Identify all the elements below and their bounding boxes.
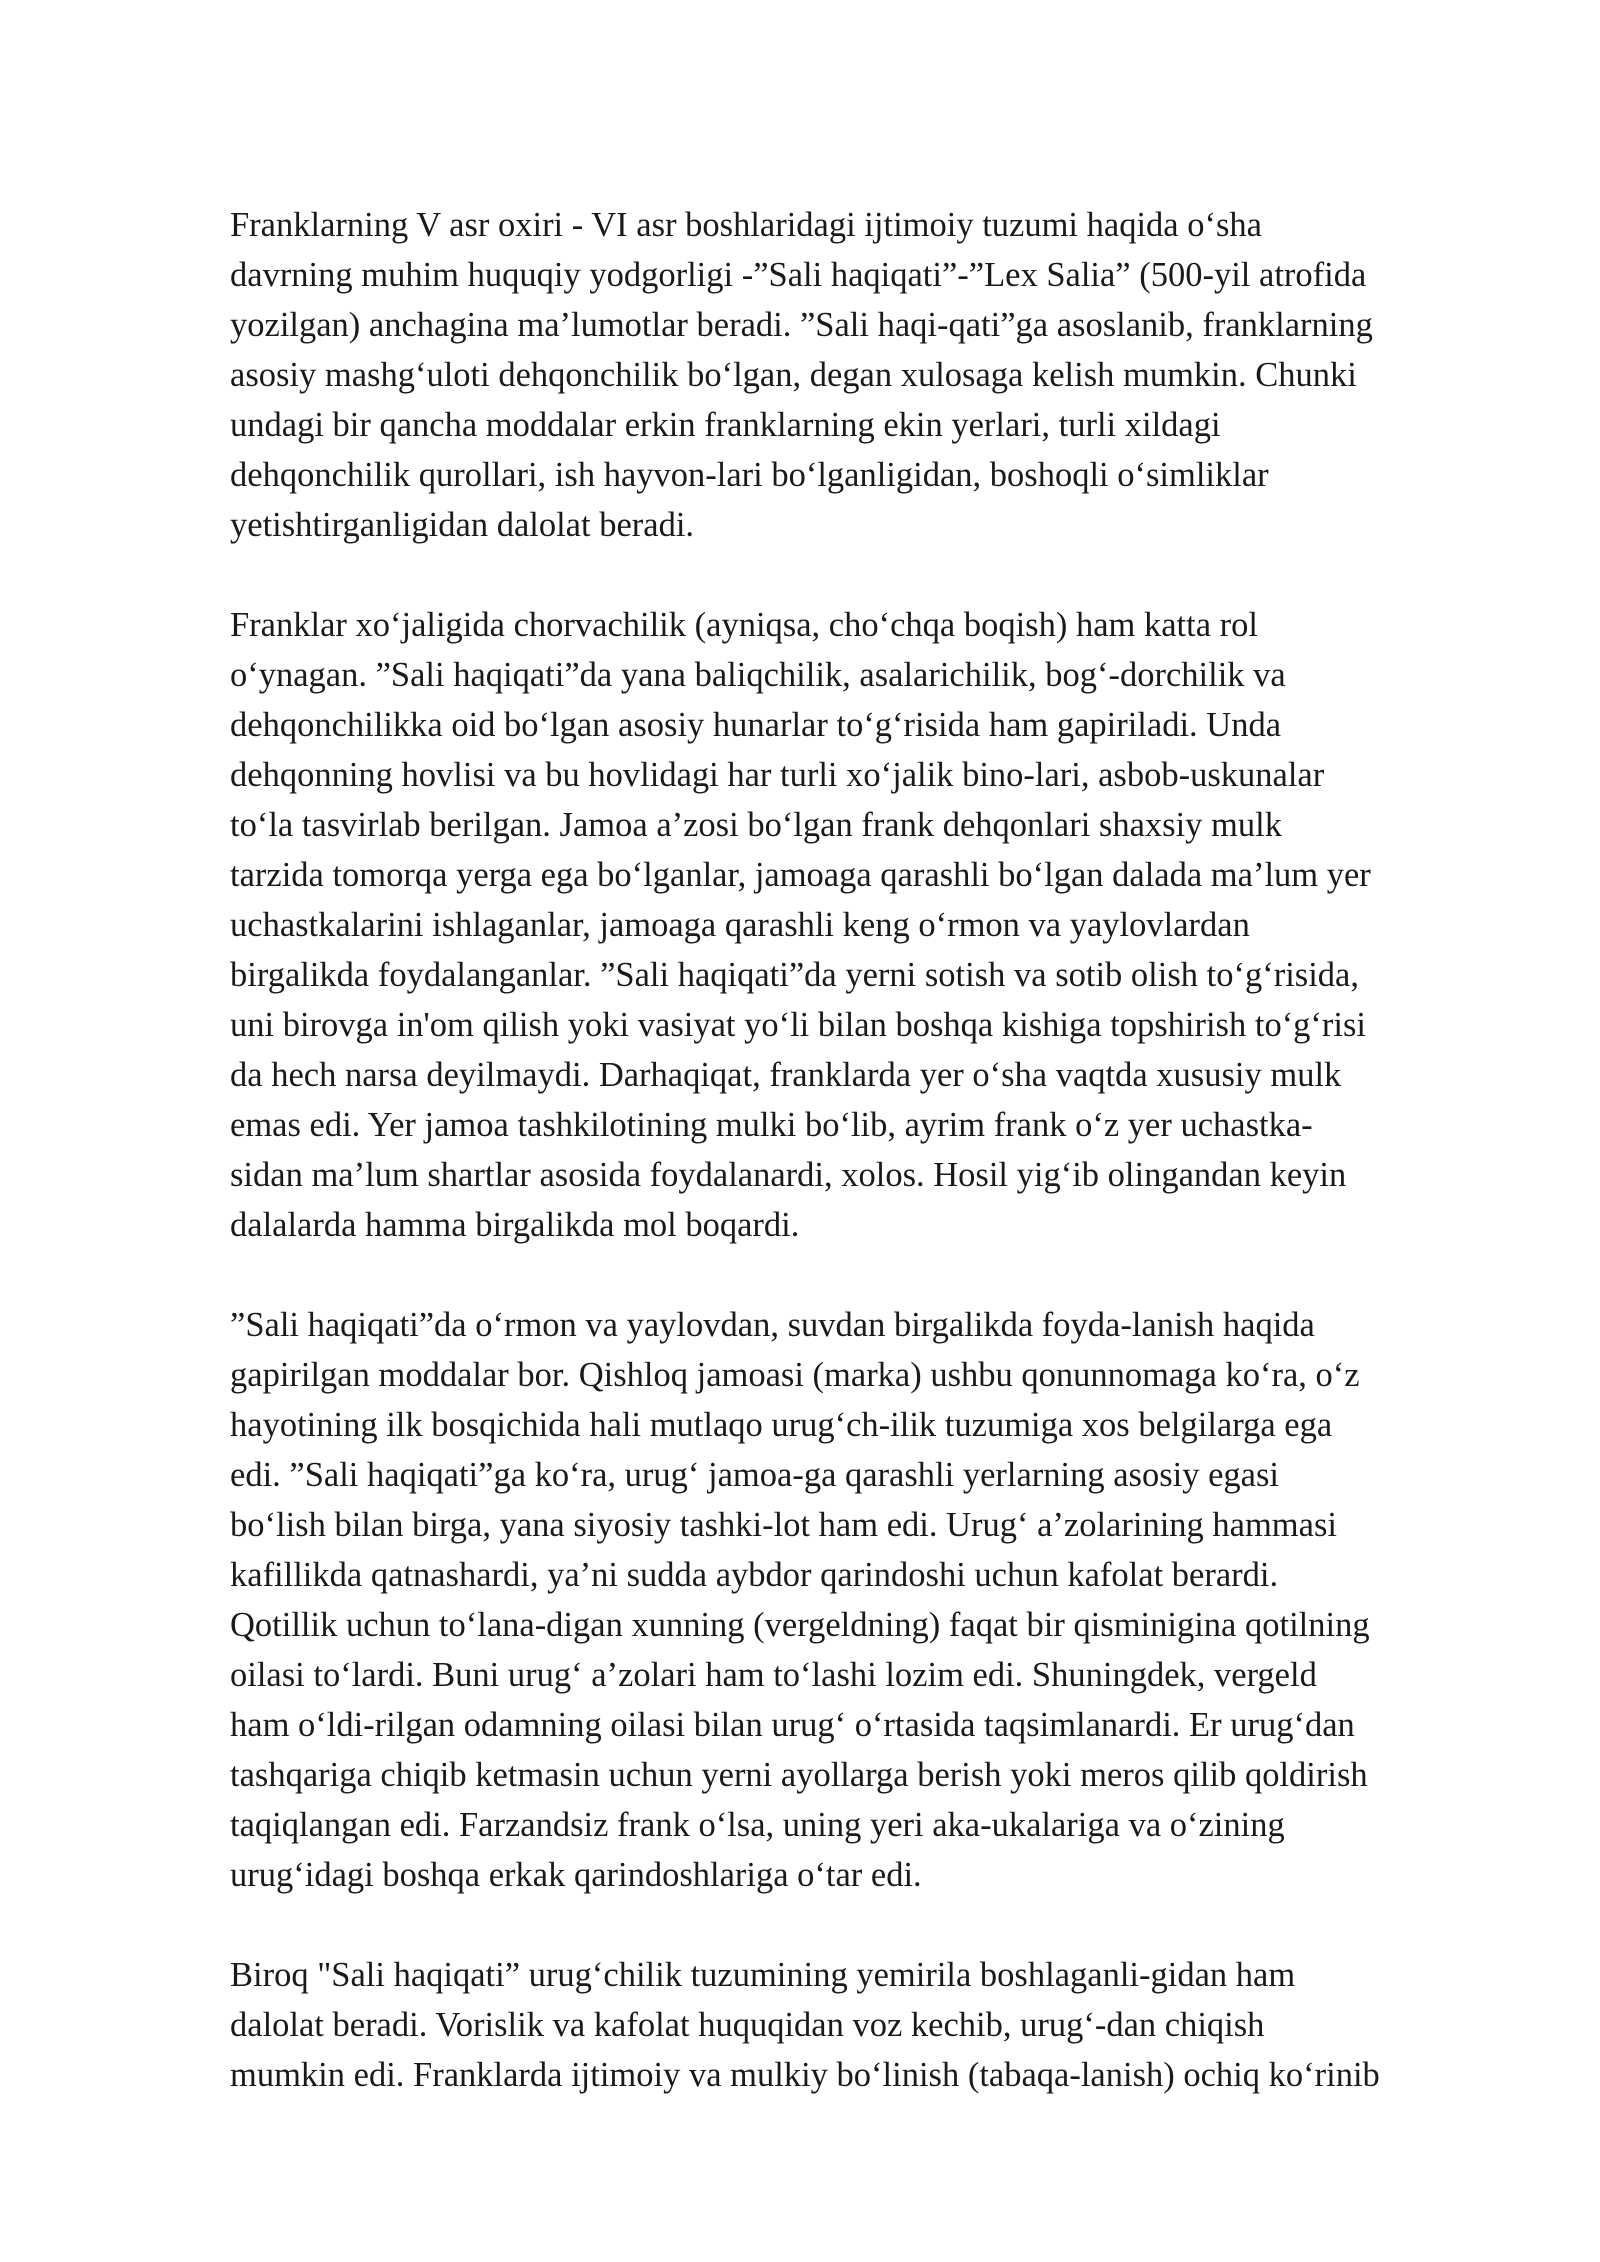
text-line: dehqonning hovlisi va bu hovlidagi har turli xo‘jalik bino-lari, asbob-uskunalar [230, 756, 1325, 794]
text-line: dalolat beradi. Vorislik va kafolat huquqidan voz kechib, urug‘-dan chiqish [230, 2006, 1265, 2044]
paragraph [230, 600, 1530, 1250]
text-line: oilasi to‘lardi. Buni urug‘ a’zolari ham to‘lashi lozim edi. Shuningdek, vergeld [230, 1656, 1317, 1694]
text-line: uchastkalarini ishlaganlar, jamoaga qarashli keng o‘rmon va yaylovlardan [230, 906, 1250, 944]
text-line: sidan ma’lum shartlar asosida foydalanardi, xolos. Hosil yig‘ib olingandan keyin [230, 1156, 1347, 1194]
text-line: Qotillik uchun to‘lana-digan xunning (vergeldning) faqat bir qisminigina qotilning [230, 1606, 1370, 1644]
text-line: undagi bir qancha moddalar erkin franklarning ekin yerlari, turli xildagi [230, 406, 1221, 444]
paragraph [230, 1300, 1530, 1900]
text-line: emas edi. Yer jamoa tashkilotining mulki bo‘lib, ayrim frank o‘z yer uchastka- [230, 1106, 1313, 1144]
paragraph [230, 1950, 1530, 2100]
text-line: urug‘idagi boshqa erkak qarindoshlariga o‘tar edi. [230, 1856, 922, 1894]
document-body [230, 200, 1530, 2150]
text-line: bo‘lish bilan birga, yana siyosiy tashki-lot ham edi. Urug‘ a’zolarining hammasi [230, 1506, 1337, 1544]
text-line: hayotining ilk bosqichida hali mutlaqo urug‘ch-ilik tuzumiga xos belgilarga ega [230, 1406, 1333, 1444]
text-line: o‘ynagan. ”Sali haqiqati”da yana baliqchilik, asalarichilik, bog‘-dorchilik va [230, 656, 1286, 694]
text-line: kafillikda qatnashardi, ya’ni sudda aybdor qarindoshi uchun kafolat berardi. [230, 1556, 1279, 1594]
text-line: tarzida tomorqa yerga ega bo‘lganlar, jamoaga qarashli bo‘lgan dalada ma’lum yer [230, 856, 1371, 894]
text-line: Biroq "Sali haqiqati” urug‘chilik tuzumining yemirila boshlaganli-gidan ham [230, 1956, 1296, 1994]
text-line: birgalikda foydalanganlar. ”Sali haqiqati”da yerni sotish va sotib olish to‘g‘risida, [230, 956, 1359, 994]
paragraph [230, 200, 1530, 550]
text-line: ham o‘ldi-rilgan odamning oilasi bilan urug‘ o‘rtasida taqsimlanardi. Er urug‘dan [230, 1706, 1355, 1744]
text-line: edi. ”Sali haqiqati”ga ko‘ra, urug‘ jamoa-ga qarashli yerlarning asosiy egasi [230, 1456, 1279, 1494]
text-line: to‘la tasvirlab berilgan. Jamoa a’zosi bo‘lgan frank dehqonlari shaxsiy mulk [230, 806, 1282, 844]
text-line: ”Sali haqiqati”da o‘rmon va yaylovdan, suvdan birgalikda foyda-lanish haqida [230, 1306, 1315, 1344]
text-line: mumkin edi. Franklarda ijtimoiy va mulkiy bo‘linish (tabaqa-lanish) ochiq ko‘rinib [230, 2056, 1380, 2094]
text-line: asosiy mashg‘uloti dehqonchilik bo‘lgan, degan xulosaga kelish mumkin. Chunki [230, 356, 1357, 394]
text-line: davrning muhim huquqiy yodgorligi -”Sali haqiqati”-”Lex Salia” (500-yil atrofida [230, 256, 1367, 294]
text-line: Franklarning V asr oxiri - VI asr boshlaridagi ijtimoiy tuzumi haqida o‘sha [230, 206, 1262, 244]
text-line: taqiqlangan edi. Farzandsiz frank o‘lsa, uning yeri aka-ukalariga va o‘zining [230, 1806, 1285, 1844]
text-line: tashqariga chiqib ketmasin uchun yerni ayollarga berish yoki meros qilib qoldirish [230, 1756, 1368, 1794]
text-line: yetishtirganligidan dalolat beradi. [230, 506, 695, 544]
text-line: da hech narsa deyilmaydi. Darhaqiqat, franklarda yer o‘sha vaqtda xususiy mulk [230, 1056, 1342, 1094]
text-line: Franklar xo‘jaligida chorvachilik (ayniqsa, cho‘chqa boqish) ham katta rol [230, 606, 1258, 644]
text-line: dehqonchilikka oid bo‘lgan asosiy hunarlar to‘g‘risida ham gapiriladi. Unda [230, 706, 1282, 744]
text-line: dalalarda hamma birgalikda mol boqardi. [230, 1206, 800, 1244]
text-line: dehqonchilik qurollari, ish hayvon-lari bo‘lganligidan, boshoqli o‘simliklar [230, 456, 1269, 494]
text-line: uni birovga in'om qilish yoki vasiyat yo‘li bilan boshqa kishiga topshirish to‘g‘risi [230, 1006, 1367, 1044]
text-line: gapirilgan moddalar bor. Qishloq jamoasi (marka) ushbu qonunnomaga ko‘ra, o‘z [230, 1356, 1360, 1394]
text-line: yozilgan) anchagina ma’lumotlar beradi. ”Sali haqi-qati”ga asoslanib, franklarning [230, 306, 1373, 344]
